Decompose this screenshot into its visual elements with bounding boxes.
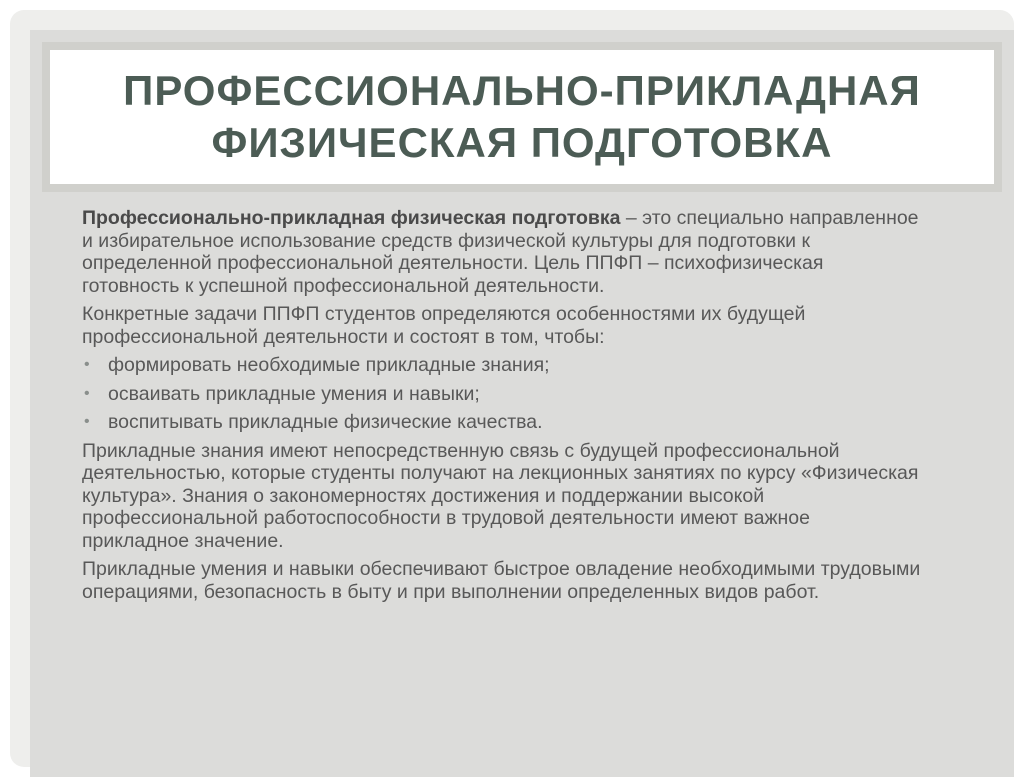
- slide-title-line-1: ПРОФЕССИОНАЛЬНО-ПРИКЛАДНАЯ: [123, 67, 921, 114]
- list-item-text: осваивать прикладные умения и навыки;: [108, 382, 480, 405]
- list-item: [82, 354, 922, 377]
- list-item-text: воспитывать прикладные физические качества.: [108, 411, 543, 433]
- slide-title: [123, 65, 921, 169]
- list-item-text: формировать необходимые прикладные знания;: [108, 354, 550, 376]
- tasks-intro-paragraph: Конкретные задачи ППФП студентов определяются особенностями их будущей профессиональной деятельности и состоят в том, чтобы:: [82, 303, 806, 348]
- list-item: [82, 411, 922, 434]
- list-item: [82, 383, 922, 406]
- slide-title-line-2: ФИЗИЧЕСКАЯ ПОДГОТОВКА: [211, 119, 833, 166]
- slide: [30, 30, 1014, 777]
- title-box: [42, 42, 1002, 192]
- bullet-icon: •: [84, 413, 90, 430]
- definition-term: Профессионально-прикладная физическая подготовка: [82, 207, 621, 229]
- bullet-icon: •: [84, 356, 90, 373]
- tasks-list: [82, 354, 922, 434]
- bullet-icon: •: [84, 384, 90, 402]
- slide-content: [82, 207, 922, 609]
- definition-text: – это специально направленное и избирательное использование средств физической культуры для подготовки к определенной профессиональной деятельности. Цель ППФП – психофизическая готовность к успешной профессиональной деятельности.: [82, 207, 919, 297]
- slide-frame: [10, 10, 1014, 767]
- definition-paragraph: [82, 207, 922, 297]
- knowledge-paragraph: Прикладные знания имеют непосредственную связь с будущей профессиональной деятельностью, которые студенты получают на лекционных занятиях по курсу «Физическая культура». Знания о закономерностях достижения и поддержании высокой профессиональной работоспособности в трудовой деятельности имеют важное прикладное значение.: [82, 439, 919, 552]
- skills-paragraph: Прикладные умения и навыки обеспечивают быстрое овладение необходимыми трудовыми операциями, безопасность в быту и при выполнении определенных видов работ.: [82, 558, 921, 603]
